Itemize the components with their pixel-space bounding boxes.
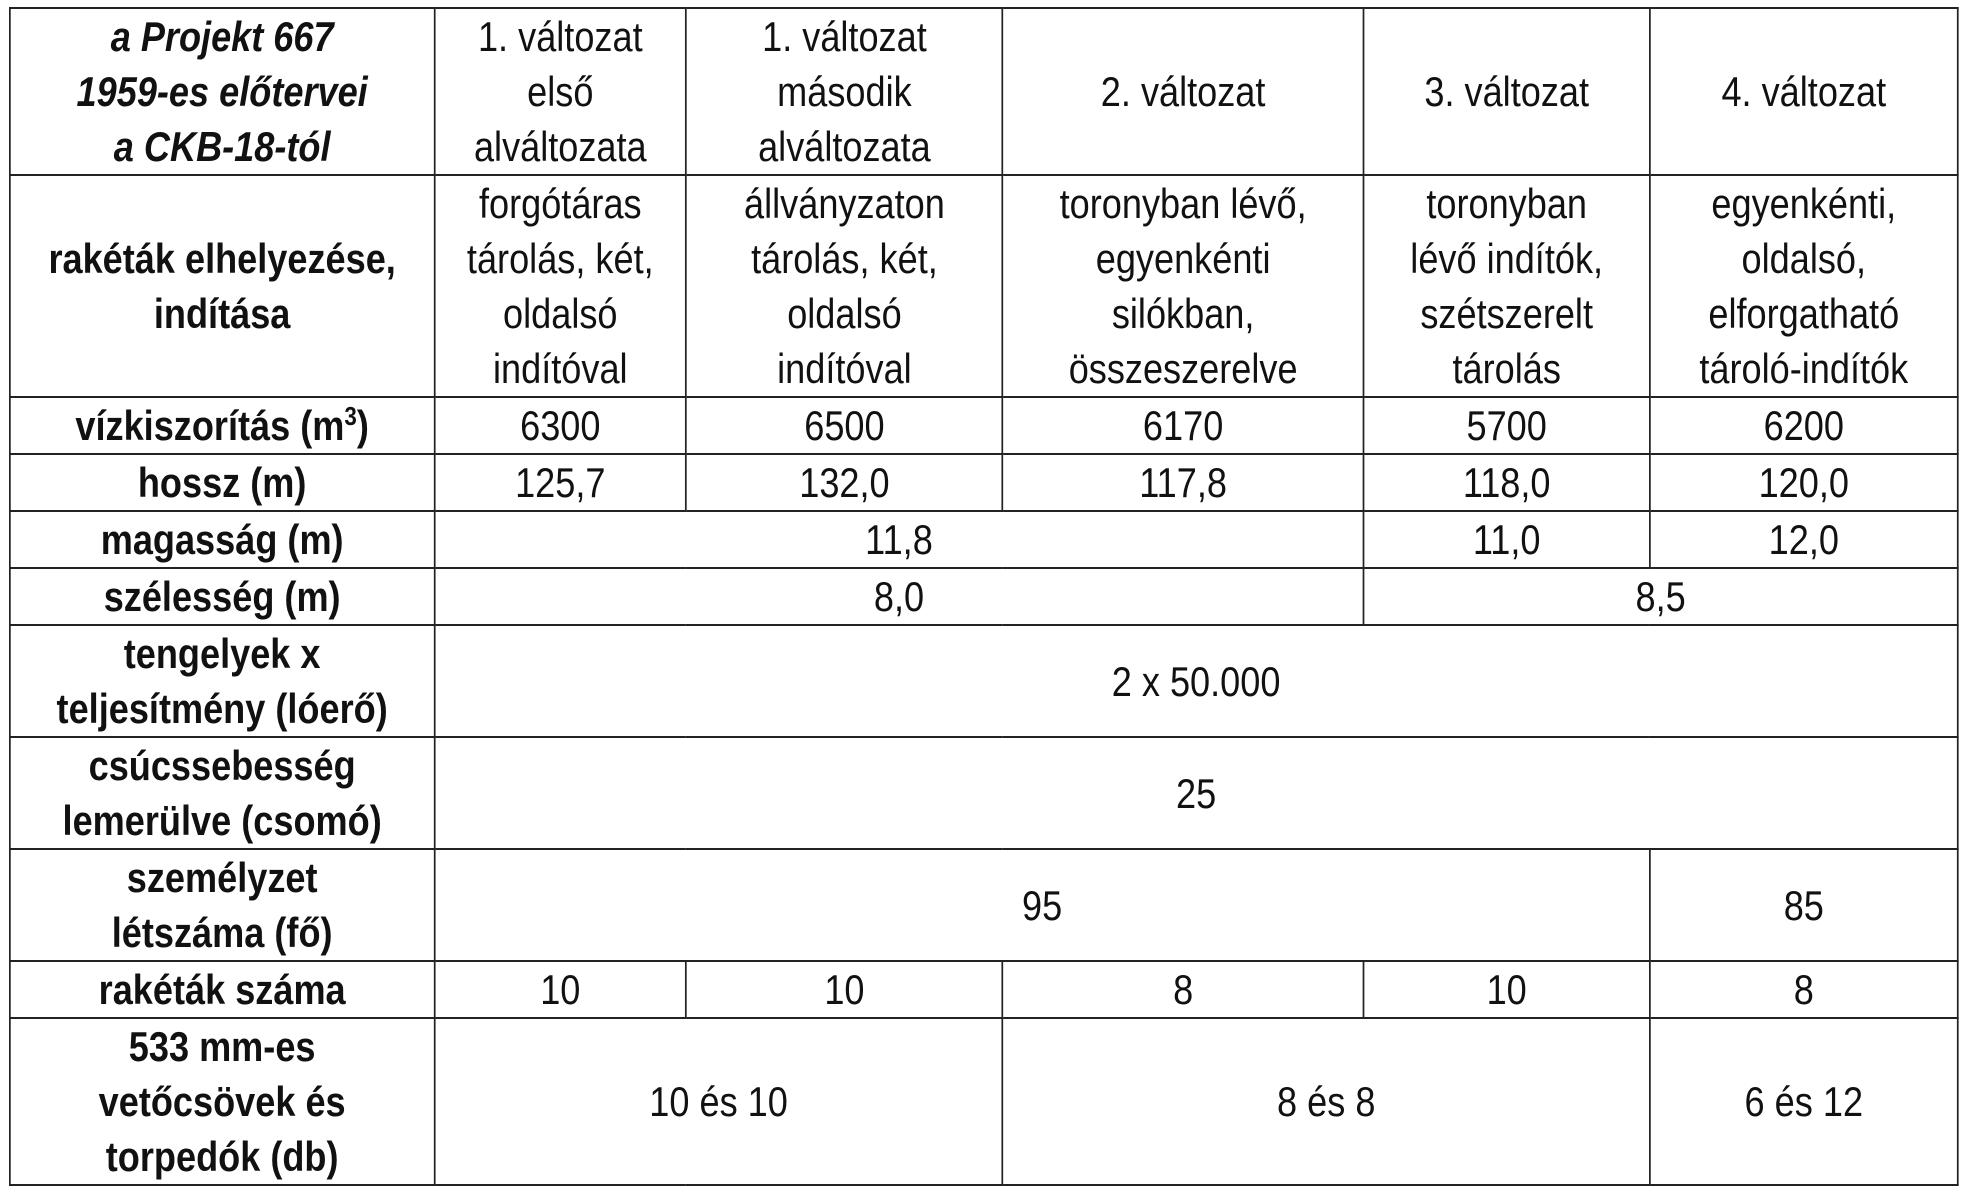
placement-cell-1b [686, 175, 1003, 397]
missiles-cell-4: 8 [1650, 961, 1958, 1018]
placement-cell-3 [1364, 175, 1650, 397]
row-label-shafts [10, 625, 435, 737]
table-row-width [10, 568, 1958, 625]
label-line: rakéták elhelyezése, [48, 235, 396, 282]
variant-line: alváltozata [758, 123, 931, 170]
table-row-header [10, 8, 1958, 175]
width-cell-1-2: 8,0 [434, 568, 1363, 625]
displacement-cell-1a: 6300 [434, 397, 686, 454]
comparison-table [9, 7, 1959, 1186]
table-row-displacement [10, 397, 1958, 454]
variant-header-1b [686, 8, 1003, 175]
table-row-torpedoes [10, 1018, 1958, 1185]
variant-header-2 [1003, 8, 1364, 175]
label-line: torpedók (db) [105, 1133, 339, 1180]
cell-line: silókban, [1111, 290, 1255, 337]
cell-line: indítóval [493, 345, 628, 392]
row-label-length: hossz (m) [10, 454, 435, 511]
cell-line: indítóval [777, 345, 912, 392]
height-cell-1-2: 11,8 [434, 511, 1363, 568]
cell-line: toronyban [1426, 180, 1588, 227]
label-line: indítása [153, 290, 291, 337]
torpedoes-cell-2-3: 8 és 8 [1003, 1018, 1650, 1185]
table-row-missiles [10, 961, 1958, 1018]
placement-cell-1a [434, 175, 686, 397]
row-label-displacement [10, 397, 435, 454]
label-text-end: ) [356, 402, 369, 449]
cell-line: forgótáras [478, 180, 642, 227]
cell-line: oldalsó [503, 290, 618, 337]
cell-line: lévő indítók, [1410, 235, 1604, 282]
cell-line: egyenkénti [1095, 235, 1271, 282]
placement-cell-4 [1650, 175, 1958, 397]
missiles-cell-3: 10 [1364, 961, 1650, 1018]
cell-line: szétszerelt [1420, 290, 1593, 337]
cell-line: állványzaton [744, 180, 945, 227]
table-row-shafts [10, 625, 1958, 737]
label-line: létszáma (fő) [111, 909, 333, 956]
length-cell-1b: 132,0 [686, 454, 1003, 511]
comparison-table-wrapper [9, 7, 1968, 1186]
length-cell-2: 117,8 [1003, 454, 1364, 511]
cell-line: elforgatható [1708, 290, 1900, 337]
row-label-width: szélesség (m) [10, 568, 435, 625]
corner-line: 1959-es előtervei [76, 68, 368, 115]
length-cell-1a: 125,7 [434, 454, 686, 511]
cell-line: tároló-indítók [1699, 345, 1909, 392]
length-cell-4: 120,0 [1650, 454, 1958, 511]
table-row-crew [10, 849, 1958, 961]
variant-line: első [527, 68, 594, 115]
variant-line: 1. változat [477, 13, 643, 60]
torpedoes-cell-4: 6 és 12 [1650, 1018, 1958, 1185]
table-row-height [10, 511, 1958, 568]
variant-line: alváltozata [473, 123, 647, 170]
missiles-cell-1a: 10 [434, 961, 686, 1018]
torpedoes-cell-1: 10 és 10 [434, 1018, 1002, 1185]
table-row-placement [10, 175, 1958, 397]
row-label-height: magasság (m) [10, 511, 435, 568]
label-line: teljesítmény (lóerő) [56, 685, 388, 732]
row-label-missiles: rakéták száma [10, 961, 435, 1018]
label-line: 533 mm-es [128, 1023, 316, 1070]
placement-cell-2 [1003, 175, 1364, 397]
crew-cell-1-3: 95 [434, 849, 1649, 961]
displacement-cell-1b: 6500 [686, 397, 1003, 454]
cell-line: tárolás, két, [751, 235, 938, 282]
length-cell-3: 118,0 [1364, 454, 1650, 511]
table-corner-title [10, 8, 435, 175]
label-text: vízkiszorítás (m [75, 402, 345, 449]
label-line: vetőcsövek és [98, 1078, 346, 1125]
cell-line: oldalsó, [1741, 235, 1867, 282]
variant-line: 2. változat [1100, 68, 1266, 115]
label-line: tengelyek x [123, 630, 321, 677]
width-cell-3-4: 8,5 [1364, 568, 1958, 625]
height-cell-3: 11,0 [1364, 511, 1650, 568]
displacement-cell-2: 6170 [1003, 397, 1364, 454]
crew-cell-4: 85 [1650, 849, 1958, 961]
displacement-cell-4: 6200 [1650, 397, 1958, 454]
missiles-cell-1b: 10 [686, 961, 1003, 1018]
label-line: lemerülve (csomó) [62, 797, 382, 844]
corner-line: a Projekt 667 [110, 13, 334, 60]
row-label-torpedoes [10, 1018, 435, 1185]
label-line: személyzet [126, 854, 318, 901]
speed-cell-all: 25 [434, 737, 1957, 849]
variant-line: 3. változat [1424, 68, 1590, 115]
cell-line: egyenkénti, [1711, 180, 1897, 227]
row-label-crew [10, 849, 435, 961]
missiles-cell-2: 8 [1003, 961, 1364, 1018]
row-label-placement [10, 175, 435, 397]
variant-header-3 [1364, 8, 1650, 175]
variant-line: második [777, 68, 912, 115]
cell-line: összeszerelve [1068, 345, 1298, 392]
label-superscript: 3 [344, 401, 357, 431]
label-line: csúcssebesség [88, 742, 356, 789]
variant-header-1a [434, 8, 686, 175]
variant-line: 4. változat [1721, 68, 1887, 115]
cell-line: oldalsó [787, 290, 902, 337]
corner-line: a CKB-18-tól [113, 123, 331, 170]
displacement-cell-3: 5700 [1364, 397, 1650, 454]
variant-line: 1. változat [762, 13, 927, 60]
height-cell-4: 12,0 [1650, 511, 1958, 568]
shafts-cell-all: 2 x 50.000 [434, 625, 1957, 737]
cell-line: tárolás [1452, 345, 1561, 392]
cell-line: toronyban lévő, [1059, 180, 1307, 227]
cell-line: tárolás, két, [466, 235, 654, 282]
table-row-speed [10, 737, 1958, 849]
row-label-speed [10, 737, 435, 849]
table-row-length [10, 454, 1958, 511]
variant-header-4 [1650, 8, 1958, 175]
